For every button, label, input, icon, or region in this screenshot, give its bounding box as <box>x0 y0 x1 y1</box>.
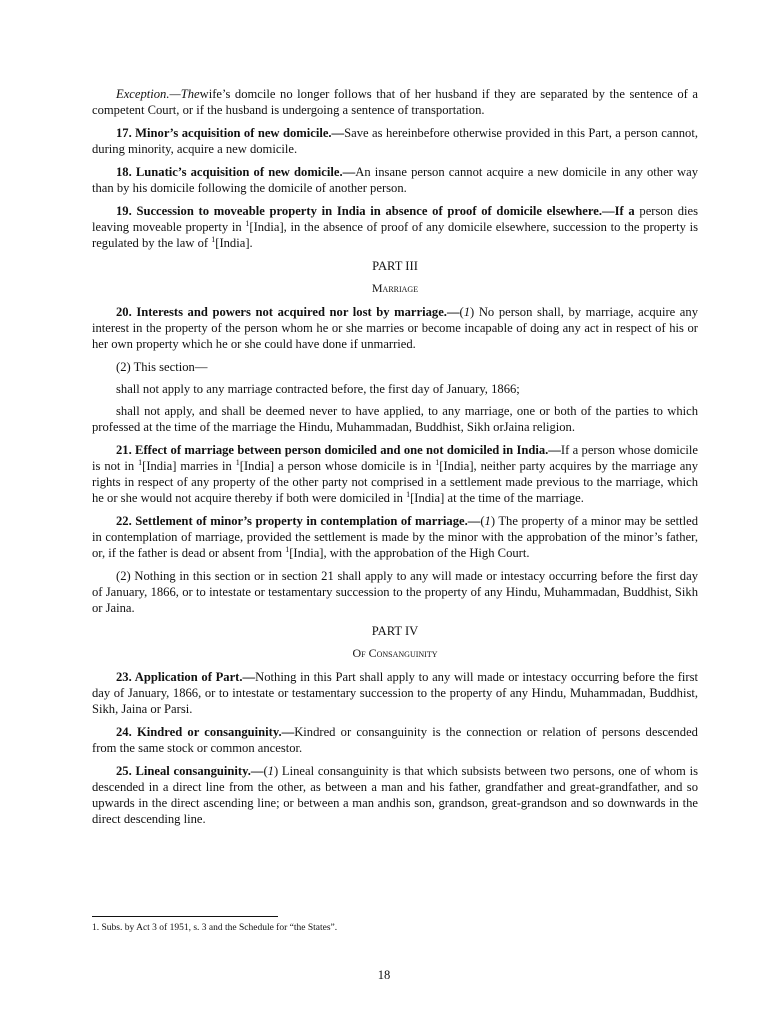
section-21 <box>92 442 698 506</box>
section-19 <box>92 203 698 251</box>
section-20-sub-2: (2) This section— <box>116 360 208 374</box>
part-4-title: PART IV <box>371 624 419 638</box>
page-body <box>92 86 698 834</box>
section-20-heading: 20. Interests and powers not acquired nor lost by marriage.— <box>116 305 460 319</box>
section-18-text: An insane person cannot acquire a new domicile in any other way than by his domicile following the domicile of another person. <box>92 165 698 195</box>
section-22-text-2: [India], with the approbation of the High Court. <box>289 546 530 560</box>
footnote-ref[interactable]: 1 <box>235 457 240 467</box>
exception-label: Exception.—The <box>116 87 200 101</box>
section-22-heading: 22. Settlement of minor’s property in contemplation of marriage.— <box>116 514 481 528</box>
footnote-divider <box>92 916 278 917</box>
section-25-sub-open: ( <box>263 764 268 778</box>
section-22-sub-number: 1 <box>484 514 491 528</box>
section-24-heading: 24. Kindred or consanguinity.— <box>116 725 295 739</box>
section-25 <box>92 763 698 827</box>
section-17-heading: 17. Minor’s acquisition of new domicile.— <box>116 126 345 140</box>
section-22-sub-2: (2) Nothing in this section or in section 21 shall apply to any will made or intestacy occurring before the first day of January, 1866, or to intestate or testamentary succession to the property of any Hindu, Muhammadan, Buddhist, Sikh or Jaina. <box>92 569 698 615</box>
section-19-text-1: person dies leaving moveable property in <box>92 204 698 234</box>
section-25-sub-close: ) <box>273 764 279 778</box>
section-21-text-4: [India], neither party acquires by the marriage any rights in respect of any property of the other party not comprised in a settlement made previous to the marriage, which he or she would not acquire thereby if both were domiciled in <box>92 459 698 505</box>
section-23 <box>92 669 698 717</box>
part-3-subtitle: Marriage <box>371 281 419 295</box>
section-19-heading: 19. Succession to moveable property in India in absence of proof of domicile elsewhere.—If a <box>116 204 635 218</box>
section-22-sub-close: ) <box>490 514 496 528</box>
section-23-heading: 23. Application of Part.— <box>116 670 256 684</box>
section-24 <box>92 724 698 756</box>
section-25-text: Lineal consanguinity is that which subsists between two persons, one of whom is descended in a direct line from the other, as between a man and his father, grandfather and great-grandfather, and so upwards in the direct ascending line; or between a man andhis son, grandson, great-grandson and so downwards in the direct descending line. <box>92 764 698 826</box>
section-20-clause-a: shall not apply to any marriage contracted before, the first day of January, 1866; <box>116 382 520 396</box>
section-20-sub-number: 1 <box>463 305 471 319</box>
section-21-text-1: If a person whose domicile is not in <box>92 443 698 473</box>
section-20-text: No person shall, by marriage, acquire any interest in the property of the person whom he or she marries or become incapable of doing any act in respect of his or her own property which he or she could have done if unmarried. <box>92 305 698 351</box>
footnote-ref[interactable]: 1 <box>285 544 290 554</box>
section-20 <box>92 304 698 352</box>
section-22-text-1: The property of a minor may be settled in contemplation of marriage, provided the settlement is made by the minor with the approbation of the minor’s father, or, if the father is dead or absent from <box>92 514 699 560</box>
footnote-ref[interactable]: 1 <box>406 489 411 499</box>
footnote-ref[interactable]: 1 <box>435 457 440 467</box>
page-number: 18 <box>377 968 391 982</box>
section-18 <box>92 164 698 196</box>
section-23-text: Nothing in this Part shall apply to any will made or intestacy occurring before the first day of January, 1866, or to intestate or testamentary succession to the property of any Hindu, Muhammadan, Buddhist, Sikh, Jaina or Parsi. <box>92 670 699 716</box>
footnote-ref[interactable]: 1 <box>138 457 143 467</box>
section-20-sub-open: ( <box>459 305 464 319</box>
section-17 <box>92 125 698 157</box>
section-19-text-2: [India], in the absence of proof of any domicile elsewhere, succession to the property is regulated by the law of <box>92 220 699 250</box>
footnote: 1. Subs. by Act 3 of 1951, s. 3 and the Schedule for “the States”. <box>92 923 338 933</box>
section-21-text-3: [India] a person whose domicile is in <box>239 459 436 473</box>
section-25-sub-number: 1 <box>267 764 274 778</box>
section-21-heading: 21. Effect of marriage between person domiciled and one not domiciled in India.— <box>116 443 561 457</box>
part-4-subtitle: Of Consanguinity <box>352 646 438 660</box>
section-22 <box>92 513 698 561</box>
section-22-sub-open: ( <box>480 514 485 528</box>
section-18-heading: 18. Lunatic’s acquisition of new domicile.— <box>116 165 356 179</box>
section-25-heading: 25. Lineal consanguinity.— <box>116 764 264 778</box>
section-24-text: Kindred or consanguinity is the connection or relation of persons descended from the same stock or common ancestor. <box>92 725 698 755</box>
section-21-text-5: [India] at the time of the marriage. <box>410 491 584 505</box>
part-3-title: PART III <box>372 259 418 273</box>
section-17-text: Save as hereinbefore otherwise provided in this Part, a person cannot, during minority, acquire a new domicile. <box>92 126 698 156</box>
section-19-text-3: [India]. <box>215 236 253 250</box>
section-20-sub-close: ) <box>470 305 475 319</box>
exception-paragraph <box>92 86 698 118</box>
footnote-ref[interactable]: 1 <box>211 234 216 244</box>
section-21-text-2: [India] marries in <box>142 459 236 473</box>
footnote-ref[interactable]: 1 <box>245 218 250 228</box>
exception-text: wife’s domcile no longer follows that of her husband if they are separated by the sentence of a competent Court, or if the husband is undergoing a sentence of transportation. <box>92 87 698 117</box>
section-20-clause-b: shall not apply, and shall be deemed never to have applied, to any marriage, one or both of the parties to which professed at the time of the marriage the Hindu, Muhammadan, Buddhist, Sikh orJaina religion. <box>92 404 698 434</box>
